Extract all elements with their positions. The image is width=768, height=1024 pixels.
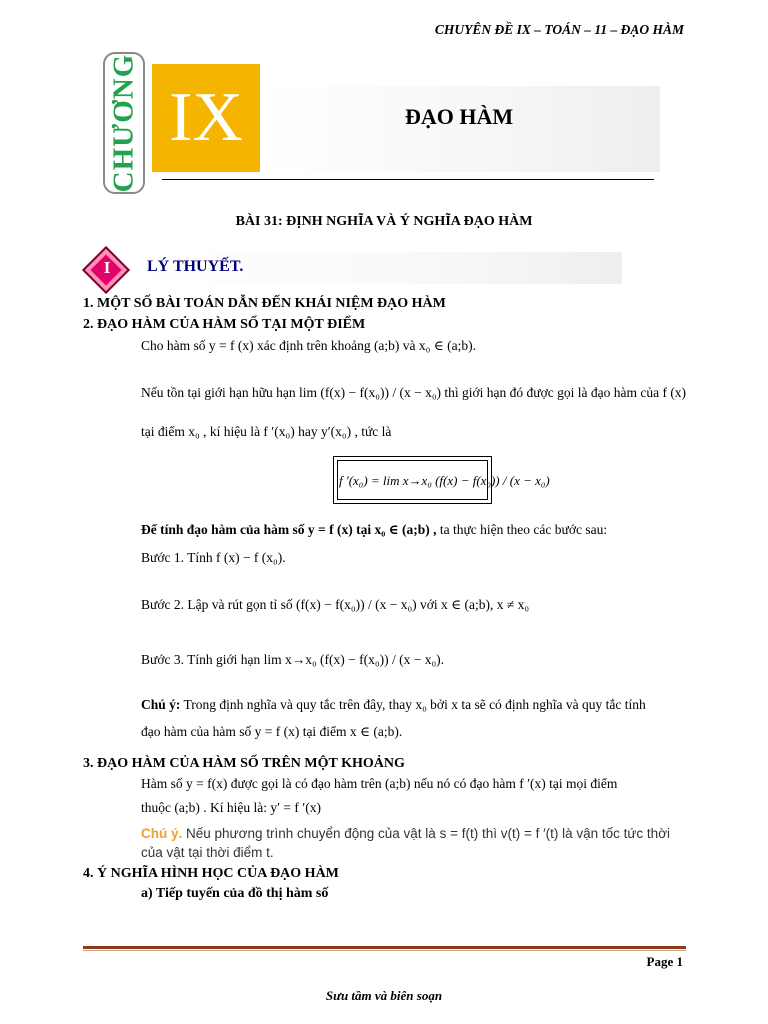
chapter-title: ĐẠO HÀM	[405, 104, 514, 129]
heading-2: 2. ĐẠO HÀM CỦA HÀM SỐ TẠI MỘT ĐIỂM	[83, 317, 366, 332]
note-1-label: Chú ý:	[141, 697, 181, 712]
interval-definition-line-2: thuộc (a;b) . Kí hiệu là: y′ = f ′(x)	[141, 800, 321, 815]
footer-rule-thick	[83, 946, 686, 949]
paragraph-definition-intro: Cho hàm số y = f (x) xác định trên khoảng (a;b) và x₀ ∈ (a;b).	[141, 338, 476, 353]
running-header: CHUYÊN ĐỀ IX – TOÁN – 11 – ĐẠO HÀM	[434, 22, 684, 37]
chapter-number-box	[152, 64, 260, 172]
procedure-intro-bold: Để tính đạo hàm của hàm số y = f (x) tại x₀ ∈ (a;b) ,	[141, 522, 437, 537]
section-title: LÝ THUYẾT.	[147, 258, 244, 275]
heading-4a: a) Tiếp tuyến của đồ thị hàm số	[141, 886, 329, 901]
note-2-label: Chú ý.	[141, 826, 183, 841]
note-1-line-1: Trong định nghĩa và quy tắc trên đây, thay x₀ bởi x ta sẽ có định nghĩa và quy tắc tính	[180, 697, 646, 712]
chapter-number: IX	[169, 79, 243, 156]
step-2: Bước 2. Lập và rút gọn tỉ số (f(x) − f(x₀)) / (x − x₀) với x ∈ (a;b), x ≠ x₀	[141, 597, 530, 612]
chapter-title-rule	[162, 179, 654, 180]
footer-credit: Sưu tầm và biên soạn	[325, 988, 443, 1003]
footer-rule-thin	[83, 950, 686, 951]
note-2-line-2: của vật tại thời điểm t.	[141, 845, 274, 860]
note-2-line-1: Nếu phương trình chuyển động của vật là s = f(t) thì v(t) = f ′(t) là vận tốc tức thời	[182, 826, 671, 841]
definition-formula: f ′(x₀) = lim x→x₀ (f(x) − f(x₀)) / (x − x₀)	[339, 473, 550, 488]
chapter-label: CHƯƠNG	[107, 53, 140, 193]
step-3: Bước 3. Tính giới hạn lim x→x₀ (f(x) − f(x₀)) / (x − x₀).	[141, 652, 445, 667]
paragraph-notation: tại điểm x₀ , kí hiệu là f ′(x₀) hay y′(x₀) , tức là	[141, 424, 392, 439]
heading-1: 1. MỘT SỐ BÀI TOÁN DẪN ĐẾN KHÁI NIỆM ĐẠO HÀM	[83, 296, 446, 311]
lesson-title: BÀI 31: ĐỊNH NGHĨA VÀ Ý NGHĨA ĐẠO HÀM	[235, 214, 533, 229]
heading-3: 3. ĐẠO HÀM CỦA HÀM SỐ TRÊN MỘT KHOẢNG	[83, 756, 405, 771]
note-1-line-2: đạo hàm của hàm số y = f (x) tại điểm x ∈ (a;b).	[141, 724, 403, 739]
section-numeral: I	[103, 258, 111, 277]
section-badge	[85, 249, 129, 293]
page-number: Page 1	[646, 954, 683, 969]
procedure-intro-rest: ta thực hiện theo các bước sau:	[436, 522, 608, 537]
chapter-label-box	[103, 52, 145, 194]
interval-definition-line-1: Hàm số y = f(x) được gọi là có đạo hàm trên (a;b) nếu nó có đạo hàm f ′(x) tại mọi điểm	[141, 776, 618, 791]
heading-4: 4. Ý NGHĨA HÌNH HỌC CỦA ĐẠO HÀM	[83, 866, 339, 881]
paragraph-limit-condition: Nếu tồn tại giới hạn hữu hạn lim (f(x) − f(x₀)) / (x − x₀) thì giới hạn đó được gọi là đạo hàm của f (x)	[141, 385, 687, 400]
step-1: Bước 1. Tính f (x) − f (x₀).	[141, 550, 286, 565]
